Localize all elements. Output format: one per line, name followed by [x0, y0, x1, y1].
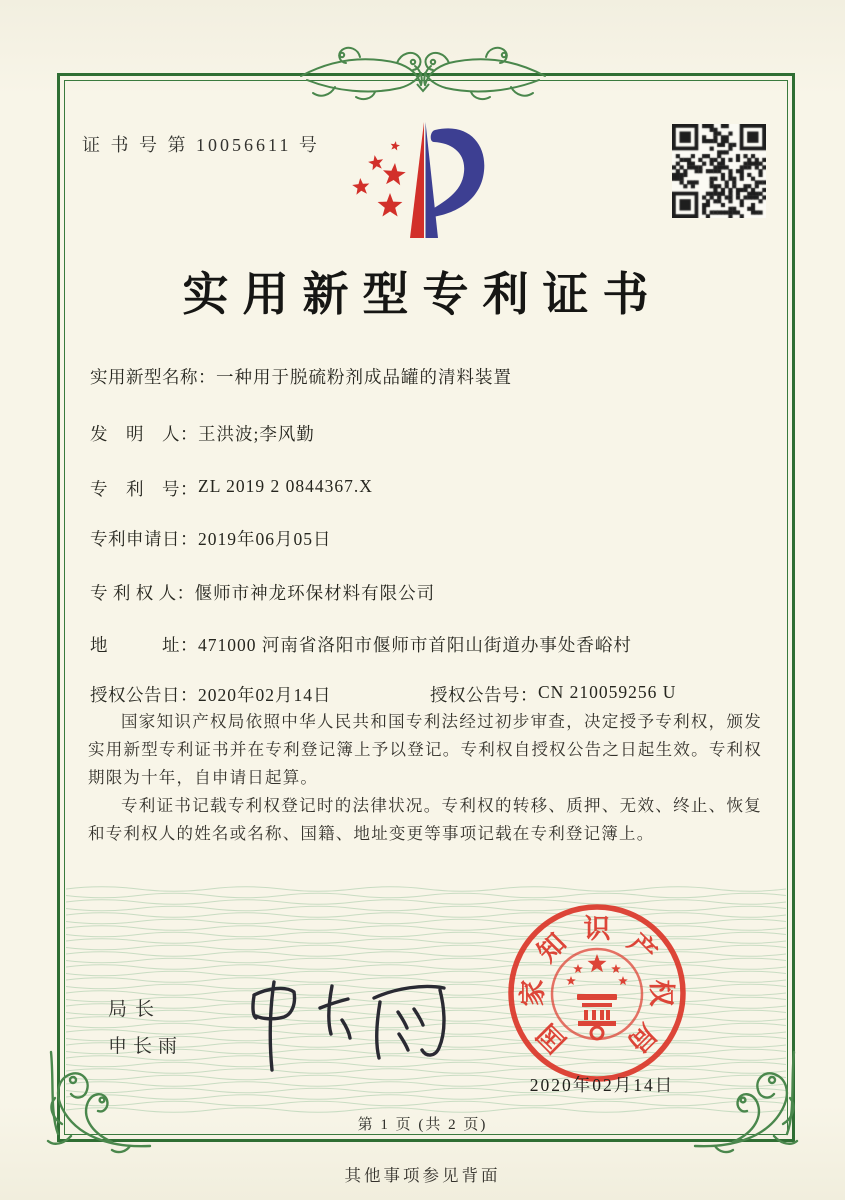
field-label: 专 利 号：: [90, 479, 198, 499]
field-row-patentee: [90, 580, 435, 605]
field-row-grant: [90, 682, 770, 707]
legal-paragraph-2: 专利证书记载专利权登记时的法律状况。专利权的转移、质押、无效、终止、恢复和专利权人的姓名或名称、国籍、地址变更等事项记载在专利登记簿上。: [88, 796, 762, 843]
svg-text:家: 家: [518, 979, 548, 1007]
field-value: 一种用于脱硫粉剂成品罐的清料装置: [216, 367, 512, 387]
svg-text:产: 产: [622, 927, 663, 968]
field-value: 2019年06月05日: [198, 529, 332, 549]
field-row-inventor: [90, 421, 315, 446]
qr-code-icon: [672, 124, 766, 218]
legal-text: [88, 708, 762, 848]
top-scroll-ornament-icon: [297, 44, 549, 104]
official-seal-icon: [506, 902, 688, 1084]
field-label: 授权公告号：: [430, 685, 538, 705]
certificate-number: 证 书 号 第 10056611 号: [82, 135, 320, 155]
field-value: ZL 2019 2 0844367.X: [198, 476, 373, 496]
field-pair-grant-no: [430, 682, 676, 707]
field-row-address: [90, 632, 632, 657]
field-value: 471000 河南省洛阳市偃师市首阳山街道办事处香峪村: [198, 635, 632, 655]
field-label: 专利申请日：: [90, 529, 198, 549]
seal-date: 2020年02月14日: [529, 1075, 675, 1095]
handwritten-signature-icon: [228, 968, 458, 1078]
field-label: 实用新型名称：: [90, 367, 216, 387]
field-label: 授权公告日：: [90, 685, 198, 705]
commissioner-title: 局长: [108, 999, 163, 1020]
field-row-filing-date: [90, 526, 332, 551]
svg-text:权: 权: [646, 979, 676, 1007]
document-title: 实用新型专利证书: [182, 269, 663, 320]
field-value: CN 210059256 U: [538, 682, 677, 702]
svg-text:国: 国: [531, 1018, 572, 1059]
back-side-note: 其他事项参见背面: [344, 1166, 501, 1185]
field-row-patent-no: [90, 476, 373, 501]
commissioner-name: 申长雨: [108, 1036, 184, 1057]
cnipa-patent-logo-icon: [338, 116, 523, 244]
corner-scroll-ornament-icon: [692, 1038, 807, 1156]
svg-text:局: 局: [622, 1018, 663, 1059]
field-value: 2020年02月14日: [198, 685, 332, 705]
svg-text:知: 知: [531, 927, 572, 968]
svg-text:识: 识: [583, 914, 611, 944]
field-label: 发 明 人：: [90, 424, 198, 444]
national-emblem-icon: [552, 949, 642, 1039]
field-row-name: [90, 364, 512, 389]
field-label: 专 利 权 人：: [90, 583, 195, 603]
field-value: 偃师市神龙环保材料有限公司: [194, 583, 436, 603]
legal-paragraph-1: 国家知识产权局依照中华人民共和国专利法经过初步审查，决定授予专利权，颁发实用新型专利证书并在专利登记簿上予以登记。专利权自授权公告之日起生效。专利权期限为十年，自申请日起算。: [88, 712, 762, 787]
page-number: 第 1 页 (共 2 页): [357, 1117, 488, 1133]
field-value: 王洪波;李风勤: [198, 424, 315, 444]
field-label: 地 址：: [90, 635, 198, 655]
